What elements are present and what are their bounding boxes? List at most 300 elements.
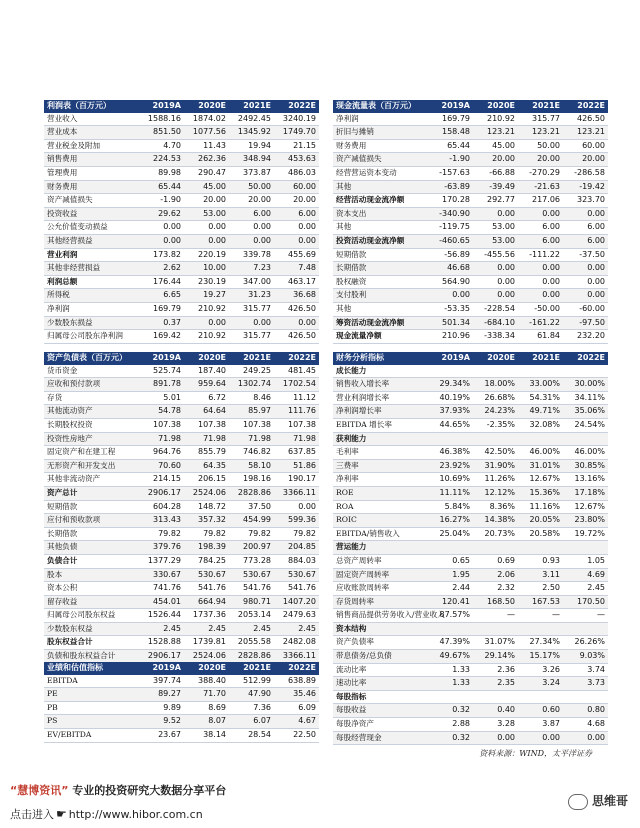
row-label: 销售商品提供劳务收入/营业收入 (333, 609, 428, 623)
cell-value: 313.43 (139, 514, 184, 528)
cell-value: 2.35 (473, 677, 518, 691)
row-label: 净利润 (333, 113, 428, 126)
cell-value: 0.00 (184, 234, 229, 248)
table-row (44, 139, 319, 153)
cell-value: 0.00 (473, 262, 518, 276)
row-label: 营业成本 (44, 126, 139, 140)
cell-value: 530.67 (229, 568, 274, 582)
cell-value: 46.00% (563, 446, 608, 460)
cell-value: -19.42 (563, 180, 608, 194)
cell-value: -39.49 (473, 180, 518, 194)
cell-value: 564.90 (428, 275, 473, 289)
cell-value: 20.00 (518, 153, 563, 167)
income-statement-table (44, 100, 319, 344)
table-row (44, 262, 319, 276)
cell-value: 53.00 (473, 234, 518, 248)
table-row (44, 541, 319, 555)
cell-value (428, 622, 473, 636)
cashflow-header-row (333, 100, 608, 113)
cell-value: 47.39% (428, 636, 473, 650)
cell-value: 50.00 (518, 139, 563, 153)
cell-value: -228.54 (473, 302, 518, 316)
table-row (333, 541, 608, 555)
cell-value: 1.33 (428, 677, 473, 691)
cell-value (473, 365, 518, 378)
cell-value: 0.40 (473, 704, 518, 718)
cell-value: 1377.29 (139, 554, 184, 568)
cell-value: 32.08% (518, 418, 563, 432)
cell-value: 22.50 (274, 728, 319, 742)
cell-value: 7.48 (274, 262, 319, 276)
cell-value: 20.58% (518, 527, 563, 541)
balance-year-header: 2021E (229, 352, 274, 365)
cell-value: 0.00 (229, 316, 274, 330)
cell-value (563, 365, 608, 378)
cell-value: 200.97 (229, 541, 274, 555)
cell-value: 2.06 (473, 568, 518, 582)
row-label: 销售收入增长率 (333, 378, 428, 392)
cell-value: 85.97 (229, 405, 274, 419)
table-row (333, 405, 608, 419)
row-label: 资产减值损失 (333, 153, 428, 167)
row-label: 其他 (333, 180, 428, 194)
row-label: 净利润 (44, 302, 139, 316)
cell-value (518, 690, 563, 704)
cell-value: 2828.86 (229, 486, 274, 500)
ratios-year-header: 2019A (428, 352, 473, 365)
valuation-year-header: 2022E (274, 662, 319, 675)
cell-value: 37.50 (229, 500, 274, 514)
cell-value (563, 432, 608, 446)
cell-value: 89.98 (139, 166, 184, 180)
cell-value: 71.98 (274, 432, 319, 446)
source-note: 资料来源：WIND，太平洋证券 (479, 749, 592, 758)
row-label: 毛利率 (333, 446, 428, 460)
table-row (333, 690, 608, 704)
row-label: 每股收益 (333, 704, 428, 718)
cell-value: 54.31% (518, 391, 563, 405)
cell-value: 357.32 (184, 514, 229, 528)
cell-value: 8.07 (184, 715, 229, 729)
cell-value: 0.00 (518, 275, 563, 289)
cell-value: 54.78 (139, 405, 184, 419)
cell-value: 2.45 (229, 622, 274, 636)
cell-value: 501.34 (428, 316, 473, 330)
cell-value (428, 365, 473, 378)
row-label: 其他流动资产 (44, 405, 139, 419)
cell-value: 746.82 (229, 446, 274, 460)
row-label: 所得税 (44, 289, 139, 303)
table-row (44, 289, 319, 303)
row-label: 股本 (44, 568, 139, 582)
table-row (333, 139, 608, 153)
cell-value: 784.25 (184, 554, 229, 568)
cell-value: 17.18% (563, 486, 608, 500)
cell-value: 3240.19 (274, 113, 319, 126)
table-row (44, 180, 319, 194)
cell-value: 123.21 (473, 126, 518, 140)
row-label: PS (44, 715, 139, 729)
cell-value: 53.00 (184, 207, 229, 221)
cell-value: 0.65 (428, 554, 473, 568)
table-row (333, 180, 608, 194)
income-year-header: 2021E (229, 100, 274, 113)
cell-value: 347.00 (229, 275, 274, 289)
row-label: 现金流量净额 (333, 330, 428, 344)
cell-value: 3.24 (518, 677, 563, 691)
footer-url-line[interactable] (10, 806, 203, 822)
cell-value: 3.26 (518, 663, 563, 677)
cell-value: 169.79 (139, 302, 184, 316)
cell-value: 40.19% (428, 391, 473, 405)
cell-value: 23.80% (563, 514, 608, 528)
cell-value: 0.00 (184, 221, 229, 235)
cell-value: 42.50% (473, 446, 518, 460)
cell-value: 20.00 (473, 153, 518, 167)
table-row (333, 609, 608, 623)
cell-value: -119.75 (428, 221, 473, 235)
table-row (333, 622, 608, 636)
row-label: 流动比率 (333, 663, 428, 677)
row-label: 每股经营现金 (333, 731, 428, 745)
cell-value: -56.89 (428, 248, 473, 262)
row-label: 无形资产和开发支出 (44, 459, 139, 473)
table-row (333, 221, 608, 235)
table-row (333, 126, 608, 140)
financial-ratios-table (333, 352, 608, 745)
cell-value: 379.76 (139, 541, 184, 555)
table-row (44, 500, 319, 514)
table-row (44, 221, 319, 235)
cell-value: 855.79 (184, 446, 229, 460)
cell-value: -66.88 (473, 166, 518, 180)
cell-value: 26.68% (473, 391, 518, 405)
table-row (44, 302, 319, 316)
cell-value: -161.22 (518, 316, 563, 330)
table-row (333, 446, 608, 460)
cell-value: 21.15 (274, 139, 319, 153)
cashflow-year-header: 2019A (428, 100, 473, 113)
row-label: 速动比率 (333, 677, 428, 691)
cell-value: 1.95 (428, 568, 473, 582)
cell-value: -37.50 (563, 248, 608, 262)
cell-value: 107.38 (184, 418, 229, 432)
table-row (44, 316, 319, 330)
cell-value: 3.74 (563, 663, 608, 677)
cell-value: 50.00 (229, 180, 274, 194)
cell-value: 13.16% (563, 473, 608, 487)
row-label: 投资活动现金流净额 (333, 234, 428, 248)
cell-value: 3.73 (563, 677, 608, 691)
cell-value (473, 690, 518, 704)
income-title: 利润表（百万元） (44, 100, 139, 113)
cell-value: 292.77 (473, 194, 518, 208)
cell-value: 169.79 (428, 113, 473, 126)
cell-value: 0.00 (518, 731, 563, 745)
cell-value (518, 365, 563, 378)
valuation-title: 业绩和估值指标 (44, 662, 139, 675)
cell-value: 637.85 (274, 446, 319, 460)
row-label: 财务费用 (44, 180, 139, 194)
table-row (44, 582, 319, 596)
table-row (333, 330, 608, 344)
cell-value: 0.00 (518, 262, 563, 276)
cell-value: 1528.88 (139, 636, 184, 650)
cell-value: 20.00 (184, 194, 229, 208)
table-row (333, 663, 608, 677)
pointing-hand-icon: ☛ (56, 807, 67, 821)
table-row (333, 514, 608, 528)
cell-value: 426.50 (274, 302, 319, 316)
cell-value: 290.47 (184, 166, 229, 180)
valuation-year-header: 2020E (184, 662, 229, 675)
cell-value: 31.07% (473, 636, 518, 650)
cell-value: 2.45 (184, 622, 229, 636)
cell-value: 70.60 (139, 459, 184, 473)
cell-value: 463.17 (274, 275, 319, 289)
cell-value: 0.00 (563, 289, 608, 303)
cell-value: 388.40 (184, 675, 229, 688)
cell-value: -21.63 (518, 180, 563, 194)
table-row (333, 486, 608, 500)
row-label: 支付股利 (333, 289, 428, 303)
cell-value: 214.15 (139, 473, 184, 487)
cell-value: 9.89 (139, 701, 184, 715)
wechat-name: 思维哥 (591, 794, 628, 808)
cell-value: 4.67 (274, 715, 319, 729)
footer-brand-line (10, 782, 226, 798)
row-label: 应收账款周转率 (333, 582, 428, 596)
table-row (44, 330, 319, 344)
cell-value: 20.00 (274, 194, 319, 208)
cell-value: 6.00 (274, 207, 319, 221)
cell-value: 60.00 (563, 139, 608, 153)
cell-value: 6.00 (563, 221, 608, 235)
cell-value: 12.67% (518, 473, 563, 487)
cell-value: 1077.56 (184, 126, 229, 140)
cell-value: 2479.63 (274, 609, 319, 623)
cashflow-year-header: 2022E (563, 100, 608, 113)
cell-value: 1302.74 (229, 378, 274, 392)
cell-value: 49.67% (428, 650, 473, 664)
cell-value: 0.32 (428, 731, 473, 745)
row-label: 其他非流动资产 (44, 473, 139, 487)
row-label: 少数股东损益 (44, 316, 139, 330)
cell-value: 6.65 (139, 289, 184, 303)
row-label: 投资收益 (44, 207, 139, 221)
cell-value: 1749.70 (274, 126, 319, 140)
site-link[interactable]: http://www.hibor.com.cn (68, 808, 203, 821)
row-label: 股权融资 (333, 275, 428, 289)
cell-value (563, 690, 608, 704)
table-row (44, 514, 319, 528)
cell-value: 158.48 (428, 126, 473, 140)
row-label: 折旧与摊销 (333, 126, 428, 140)
cell-value: 4.70 (139, 139, 184, 153)
table-row (44, 113, 319, 126)
cell-value: 2.32 (473, 582, 518, 596)
cell-value: 11.43 (184, 139, 229, 153)
row-label: 管理费用 (44, 166, 139, 180)
cell-value: 0.37 (139, 316, 184, 330)
wechat-account (568, 792, 628, 810)
cell-value: 26.26% (563, 636, 608, 650)
cell-value: 2053.14 (229, 609, 274, 623)
cell-value: 8.36% (473, 500, 518, 514)
row-label: 留存收益 (44, 595, 139, 609)
cell-value: 315.77 (518, 113, 563, 126)
cell-value: 47.90 (229, 688, 274, 702)
income-year-header: 2022E (274, 100, 319, 113)
cell-value (518, 541, 563, 555)
cell-value: 19.27 (184, 289, 229, 303)
cell-value: 30.85% (563, 459, 608, 473)
cell-value: 2055.58 (229, 636, 274, 650)
cell-value: 15.36% (518, 486, 563, 500)
table-row (44, 459, 319, 473)
table-row (44, 446, 319, 460)
cell-value: 454.01 (139, 595, 184, 609)
cell-value: 0.00 (518, 289, 563, 303)
cell-value: 11.12 (274, 391, 319, 405)
cell-value: 3366.11 (274, 650, 319, 664)
table-row (44, 715, 319, 729)
table-row (333, 378, 608, 392)
cell-value: 46.38% (428, 446, 473, 460)
cell-value: 2.88 (428, 718, 473, 732)
cell-value: 0.00 (563, 275, 608, 289)
cell-value: -111.22 (518, 248, 563, 262)
cell-value: 323.70 (563, 194, 608, 208)
row-label: 净利率 (333, 473, 428, 487)
income-header-row (44, 100, 319, 113)
table-row (333, 704, 608, 718)
cell-value: 9.52 (139, 715, 184, 729)
row-label: 经营营运资本变动 (333, 166, 428, 180)
table-row (333, 289, 608, 303)
cell-value: 20.00 (563, 153, 608, 167)
cell-value: 120.41 (428, 595, 473, 609)
row-label: 存货 (44, 391, 139, 405)
cell-value: 2.36 (473, 663, 518, 677)
table-row (44, 248, 319, 262)
cell-value: 79.82 (229, 527, 274, 541)
table-row (333, 731, 608, 745)
cell-value: -2.35% (473, 418, 518, 432)
row-label: 三费率 (333, 459, 428, 473)
table-row (333, 554, 608, 568)
table-row (333, 432, 608, 446)
cell-value: 481.45 (274, 365, 319, 378)
cell-value: 31.90% (473, 459, 518, 473)
row-label: 营业收入 (44, 113, 139, 126)
cell-value: 8.69 (184, 701, 229, 715)
cell-value: 0.00 (563, 262, 608, 276)
cell-value: 20.05% (518, 514, 563, 528)
table-row (333, 391, 608, 405)
table-row (333, 234, 608, 248)
cell-value: 2.45 (563, 582, 608, 596)
table-row (44, 636, 319, 650)
cell-value: 980.71 (229, 595, 274, 609)
cell-value: 35.06% (563, 405, 608, 419)
cell-value: 23.67 (139, 728, 184, 742)
cell-value: 111.76 (274, 405, 319, 419)
cell-value: 773.28 (229, 554, 274, 568)
cell-value: 210.92 (184, 302, 229, 316)
cell-value: -97.50 (563, 316, 608, 330)
cell-value: 6.00 (518, 221, 563, 235)
cell-value: 541.76 (184, 582, 229, 596)
cell-value: -684.10 (473, 316, 518, 330)
cell-value: 9.03% (563, 650, 608, 664)
cell-value: 638.89 (274, 675, 319, 688)
table-row (333, 500, 608, 514)
cell-value: 29.14% (473, 650, 518, 664)
valuation-year-header: 2019A (139, 662, 184, 675)
table-row (44, 622, 319, 636)
cell-value: 7.23 (229, 262, 274, 276)
cell-value: 123.21 (563, 126, 608, 140)
row-label: 长期借款 (44, 527, 139, 541)
balance-header-row (44, 352, 319, 365)
row-label: 营运能力 (333, 541, 428, 555)
table-row (44, 391, 319, 405)
cell-value: 12.12% (473, 486, 518, 500)
cell-value: 206.15 (184, 473, 229, 487)
row-label: 资本结构 (333, 622, 428, 636)
row-label: 净利润增长率 (333, 405, 428, 419)
cell-value: 210.92 (473, 113, 518, 126)
cell-value: 210.96 (428, 330, 473, 344)
cell-value: 15.17% (518, 650, 563, 664)
cell-value: 454.99 (229, 514, 274, 528)
cell-value: 170.28 (428, 194, 473, 208)
table-row (44, 365, 319, 378)
cell-value: 6.09 (274, 701, 319, 715)
cell-value: -53.35 (428, 302, 473, 316)
cell-value: 19.94 (229, 139, 274, 153)
cell-value: 45.00 (473, 139, 518, 153)
row-label: 股东权益合计 (44, 636, 139, 650)
cell-value: 6.72 (184, 391, 229, 405)
cell-value: 71.98 (184, 432, 229, 446)
row-label: 获利能力 (333, 432, 428, 446)
cell-value: 29.62 (139, 207, 184, 221)
cell-value: 426.50 (274, 330, 319, 344)
cell-value: 71.98 (139, 432, 184, 446)
cell-value: -60.00 (563, 302, 608, 316)
cell-value: 0.00 (473, 731, 518, 745)
cell-value: 3366.11 (274, 486, 319, 500)
row-label: 固定资产和在建工程 (44, 446, 139, 460)
table-row (333, 568, 608, 582)
cell-value: 2.62 (139, 262, 184, 276)
row-label: 营业利润增长率 (333, 391, 428, 405)
table-row (44, 166, 319, 180)
cell-value: 2906.17 (139, 486, 184, 500)
cell-value: 1588.16 (139, 113, 184, 126)
cell-value: 455.69 (274, 248, 319, 262)
cell-value: 79.82 (274, 527, 319, 541)
cell-value: 167.53 (518, 595, 563, 609)
brand-tagline: 专业的投资研究大数据分享平台 (68, 784, 227, 797)
valuation-header-row (44, 662, 319, 675)
cell-value: — (473, 609, 518, 623)
row-label: ROIC (333, 514, 428, 528)
table-row (44, 234, 319, 248)
cell-value: 49.71% (518, 405, 563, 419)
